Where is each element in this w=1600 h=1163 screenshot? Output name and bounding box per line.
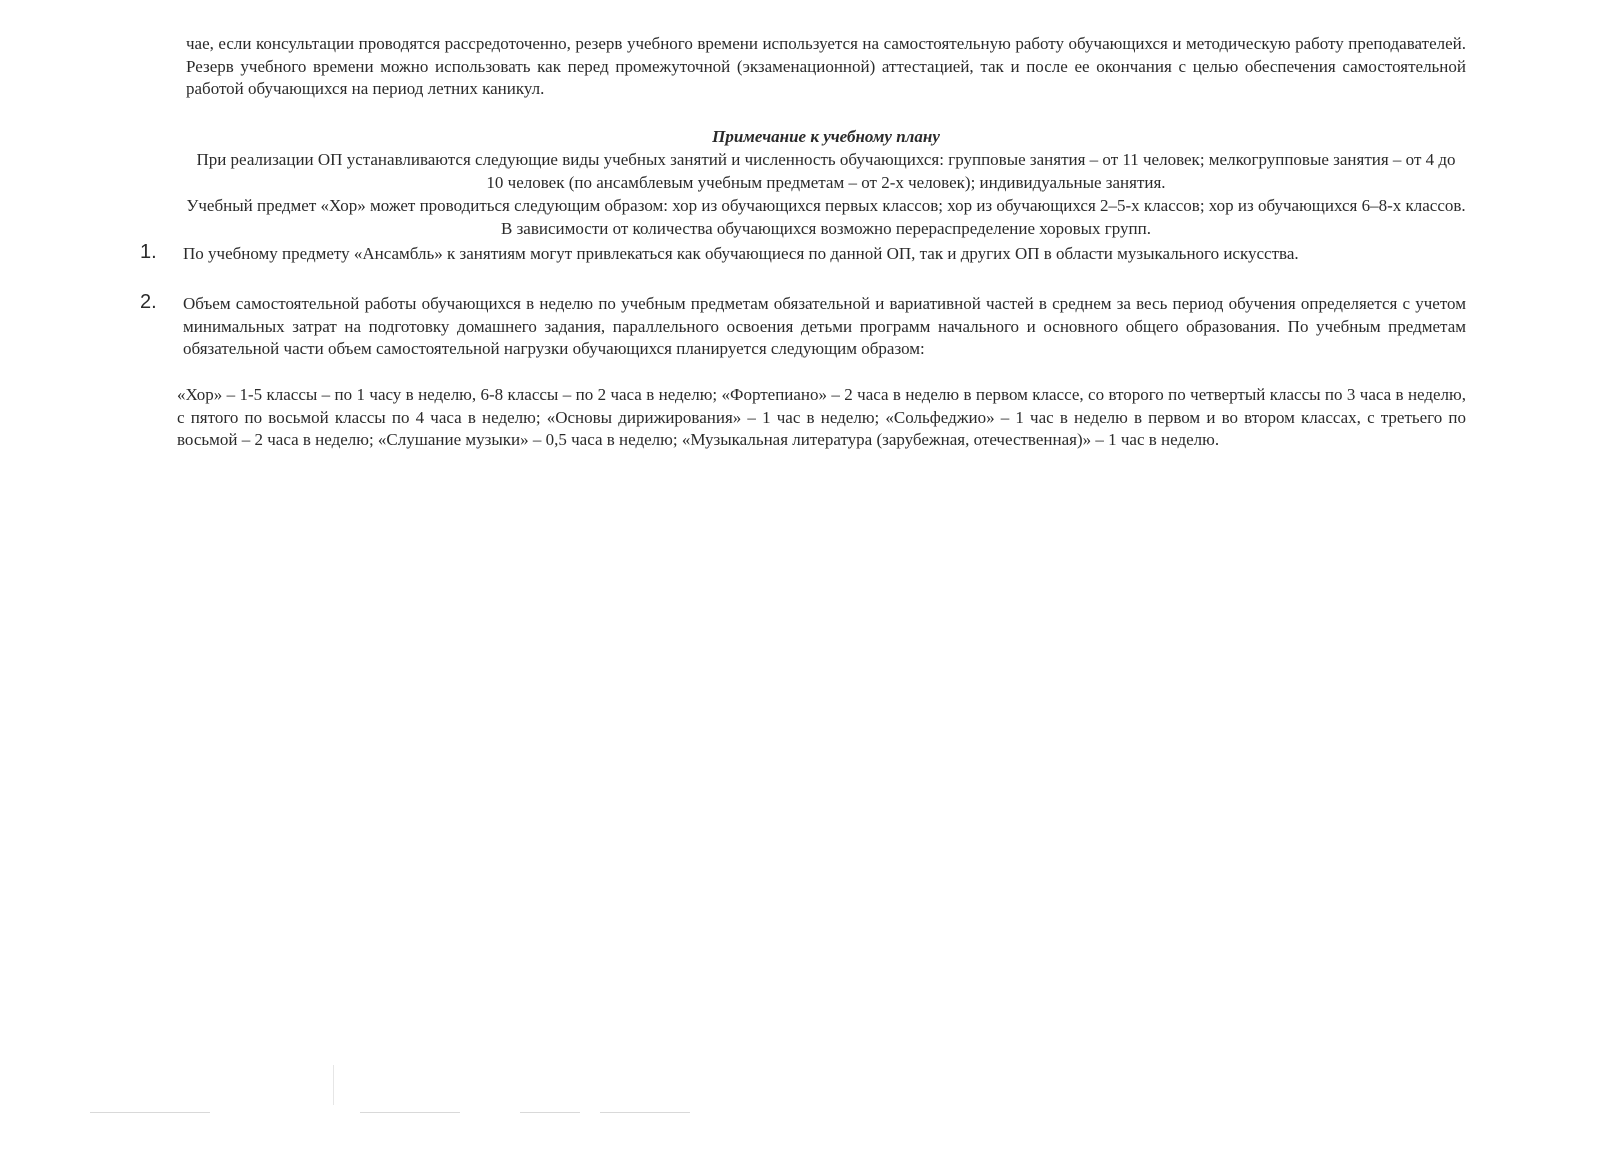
list-item-2-text: Объем самостоятельной работы обучающихся в неделю по учебным предметам обязательной и вариативной частей в среднем за весь период обучения определяется с учетом минимальных затрат на подготовку домашнего задания, параллельного освоения детьми программ начального и основного общего образования. По учебным предметам обязательной части объем самостоятельной нагрузки обучающихся планируется следующим образом: xyxy=(183,294,1466,358)
intro-paragraph: чае, если консультации проводятся рассредоточенно, резерв учебного времени используется на самостоятельную работу обучающихся и методическую работу преподавателей. Резерв учебного времени можно использовать как перед промежуточной (экзаменационной) аттестацией, так и после ее окончания с целью обеспечения самостоятельной работой обучающихся на период летних каникул. xyxy=(186,34,1466,98)
scan-artifact-vertical xyxy=(333,1065,334,1105)
list-item-1-number: 1. xyxy=(140,241,157,263)
scan-artifact-line xyxy=(520,1112,580,1113)
list-item-2-continuation: «Хор» – 1-5 классы – по 1 часу в неделю, 6-8 классы – по 2 часа в неделю; «Фортепиано» – 2 часа в неделю в первом классе, со второго по четвертый классы по 3 часа в неделю, с пятого по восьмой классы по 4 часа в неделю; «Основы дирижирования» – 1 час в неделю; «Сольфеджио» – 1 час в неделю в первом и во втором классах, с третьего по восьмой – 2 часа в неделю; «Слушание музыки» – 0,5 часа в неделю; «Музыкальная литература (зарубежная, отечественная)» – 1 час в неделю. xyxy=(177,385,1466,449)
note-paragraph-2: Учебный предмет «Хор» может проводиться следующим образом: хор из обучающихся первых классов; хор из обучающихся 2–5-х классов; хор из обучающихся 6–8-х классов. В зависимости от количества обучающихся возможно перераспределение хоровых групп. xyxy=(186,196,1466,238)
note-title: Примечание к учебному плану xyxy=(712,127,940,146)
list-item-1-text: По учебному предмету «Ансамбль» к занятиям могут привлекаться как обучающиеся по данной ОП, так и других ОП в области музыкального искусства. xyxy=(183,244,1299,263)
note-paragraph-1: При реализации ОП устанавливаются следующие виды учебных занятий и численность обучающихся: групповые занятия – от 11 человек; мелкогрупповые занятия – от 4 до 10 человек (по ансамблевым учебным предметам – от 2-х человек); индивидуальные занятия. xyxy=(196,150,1456,192)
scan-artifact-line xyxy=(600,1112,690,1113)
scan-artifact-line xyxy=(360,1112,460,1113)
scan-artifact-line xyxy=(90,1112,210,1113)
list-item-2-number: 2. xyxy=(140,291,157,313)
